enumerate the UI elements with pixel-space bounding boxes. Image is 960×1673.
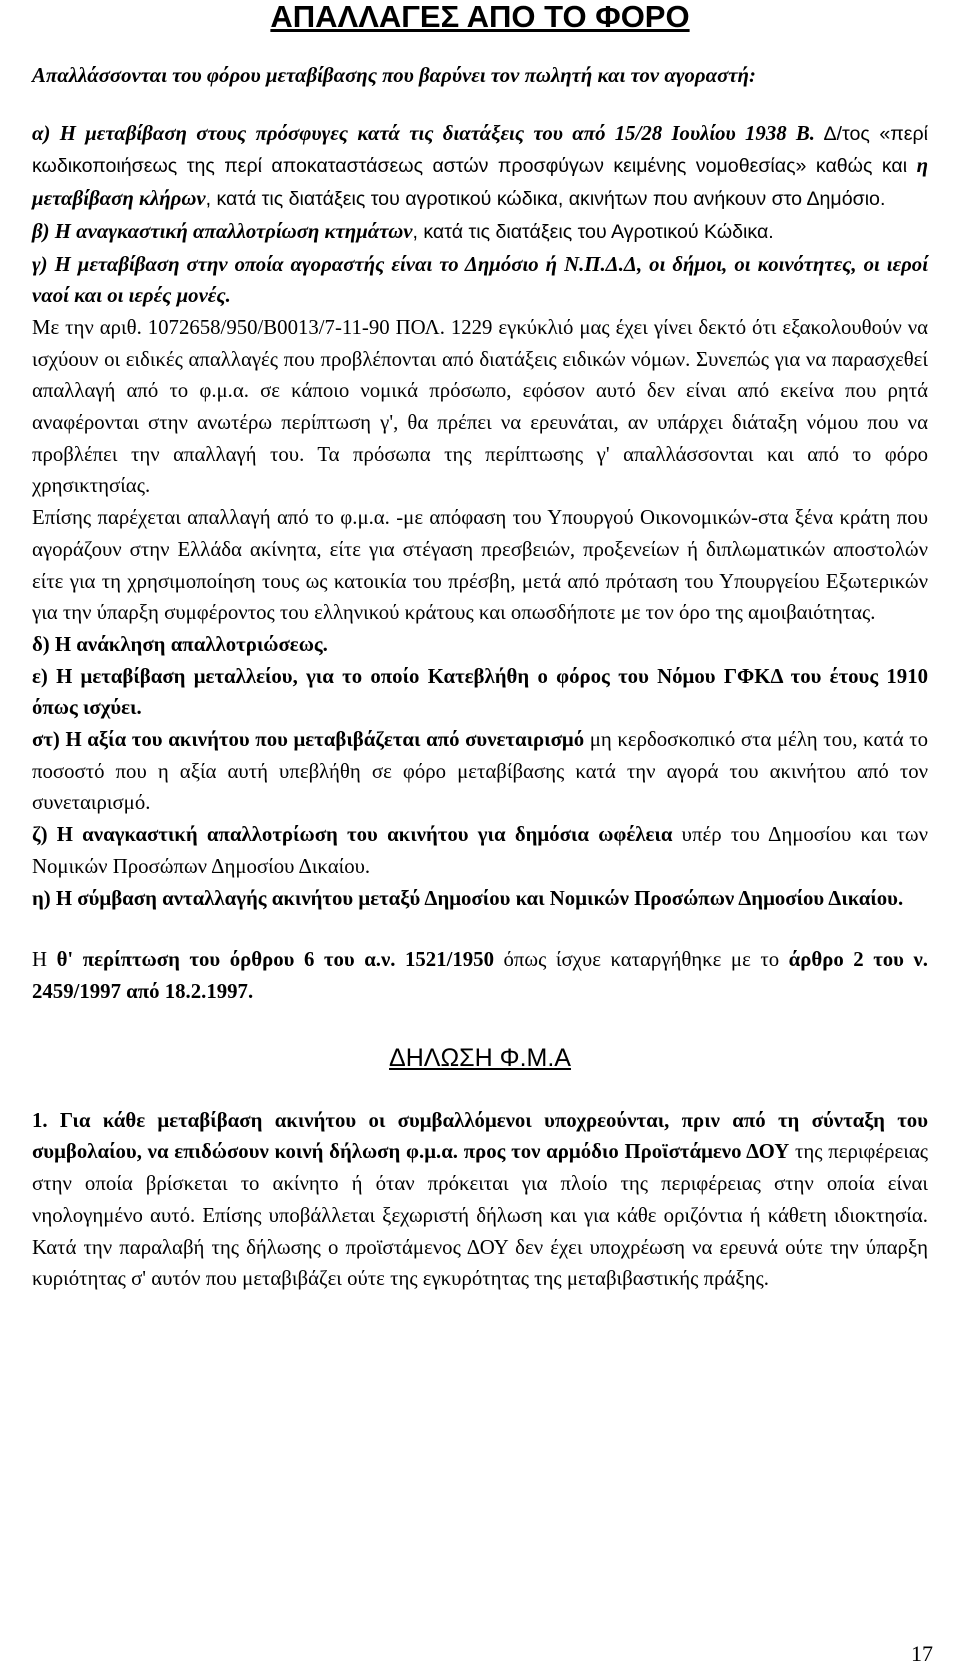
item-st — [32, 724, 928, 819]
item-a — [32, 118, 928, 216]
section-paragraph-1-text: της περιφέρειας στην οποία βρίσκεται το ακίνητο ή όταν πρόκειται για πλοίο της περιφέρειας στην οποία είναι νηολογημένο αυτό. Επίσης υποβάλλεται ξεχωριστή δήλωση και για κάθε οριζόντια ή κάθετη ιδιοκτησία. Κατά την παραλαβή της δήλωσης ο προϊστάμενος ΔΟΥ δεν έχει υποχρέωση να ερευνά ούτε την ύπαρξη κυριότητας σ' αυτόν που μεταβιβάζει ούτε της εγκυρότητας της μεταβιβαστικής πράξης. — [32, 1140, 928, 1291]
item-b — [32, 216, 928, 249]
intro-paragraph: Απαλλάσσονται του φόρου μεταβίβασης που βαρύνει τον πωλητή και τον αγοραστή: — [32, 64, 756, 87]
item-theta-t2: όπως ίσχυε καταργήθηκε με το — [493, 948, 789, 972]
item-z-heading: ζ) Η αναγκαστική απαλλοτρίωση του ακινήτου για δημόσια ωφέλεια — [32, 823, 673, 847]
item-theta — [32, 944, 928, 1007]
item-c-heading: γ) Η μεταβίβαση στην οποία αγοραστής είναι το Δημόσιο ή Ν.Π.Δ.Δ, οι δήμοι, οι κοινότητες, οι ιεροί ναοί και οι ιερές μονές. — [32, 252, 928, 308]
item-theta-t1: Η — [32, 948, 57, 972]
section-title: ΔΗΛΩΣΗ Φ.Μ.Α — [389, 1043, 571, 1072]
item-e: ε) Η μεταβίβαση μεταλλείου, για το οποίο Κατεβλήθη ο φόρος του Νόμου ΓΦΚΔ του έτους 1910 όπως ισχύει. — [32, 664, 928, 720]
item-h: η) Η σύμβαση ανταλλαγής ακινήτου μεταξύ Δημοσίου και Νομικών Προσώπων Δημοσίου Δικαίου. — [32, 886, 904, 910]
item-z — [32, 819, 928, 882]
item-b-heading: β) Η αναγκαστική απαλλοτρίωση κτημάτων — [32, 219, 413, 243]
item-c-text2: Επίσης παρέχεται απαλλαγή από το φ.μ.α. -με απόφαση του Υπουργού Οικονομικών-στα ξένα κράτη που αγοράζουν στην Ελλάδα ακίνητα, είτε για στέγαση πρεσβειών, προξενείων ή διπλωματικών αποστολών είτε για τη χρησιμοποίηση τους ως κατοικία του πρέσβη, μετά από πρόταση του Υπουργείου Εξωτερικών για την ύπαρξη συμφέροντος του ελληνικού κράτους και οπωσδήποτε με τον όρο της αμοιβαιότητας. — [32, 506, 928, 625]
item-st-text: μη κερδοσκοπικό στα μέλη του, κατά το ποσοστό που η αξία αυτή υπεβλήθη σε φόρο μεταβίβασης κατά την αγορά του ακινήτου από τον συνεταιρισμό. — [32, 728, 928, 815]
item-a-bold2: η μεταβίβαση κλήρων — [32, 154, 928, 211]
item-d: δ) Η ανάκληση απαλλοτριώσεως. — [32, 632, 328, 656]
item-a-heading: α) Η μεταβίβαση στους πρόσφυγες κατά τις διατάξεις του από 15/28 Ιουλίου 1938 Β. — [32, 121, 815, 145]
section-paragraph-1 — [32, 1105, 928, 1295]
page-title: ΑΠΑΛΛΑΓΕΣ ΑΠΟ ΤΟ ΦΟΡΟ — [270, 0, 690, 34]
item-st-heading: στ) Η αξία του ακινήτου που μεταβιβάζεται από συνεταιρισμό — [32, 728, 585, 752]
section-paragraph-1-bold: 1. Για κάθε μεταβίβαση ακινήτου οι συμβαλλόμενοι υποχρεούνται, πριν από τη σύνταξη του συμβολαίου, να επιδώσουν κοινή δήλωση φ.μ.α. προς τον αρμόδιο Προϊστάμενο ΔΟΥ — [32, 1108, 928, 1164]
item-a-text: Δ/τος «περί κωδικοποιήσεως της περί αποκαταστάσεως αστών προσφύγων κειμένης νομοθεσίας» καθώς και — [32, 122, 928, 178]
page-number: 17 — [911, 1641, 933, 1666]
item-b-text: , κατά τις διατάξεις του Αγροτικού Κώδικα. — [412, 220, 774, 243]
document-page — [32, 0, 928, 1295]
item-a-text2: , κατά τις διατάξεις του αγροτικού κώδικα, ακινήτων που ανήκουν στο Δημόσιο. — [205, 188, 886, 211]
item-z-text: υπέρ του Δημοσίου και των Νομικών Προσώπων Δημοσίου Δικαίου. — [32, 823, 928, 878]
item-theta-b2: άρθρο 2 του ν. 2459/1997 από 18.2.1997. — [32, 948, 928, 1003]
item-c-text: Με την αριθ. 1072658/950/Β0013/7-11-90 ΠΟΛ. 1229 εγκύκλιό μας έχει γίνει δεκτό ότι εξακολουθούν να ισχύουν οι ειδικές απαλλαγές που προβλέπονται από διατάξεις ειδικών νόμων. Συνεπώς για να παρασχεθεί απαλλαγή από το φ.μ.α. σε κάποιο νομικά πρόσωπο, εφόσον αυτό δεν είναι από εκείνα που ρητά αναφέρονται στην ανωτέρω περίπτωση γ', θα πρέπει να ερευνάται, αν υπάρχει διάταξη νόμου που να προβλέπει την απαλλαγή του. Τα πρόσωπα της περίπτωσης γ' απαλλάσσονται και από το φόρο χρησικτησίας. — [32, 315, 928, 498]
item-theta-b1: θ' περίπτωση του όρθρου 6 του α.ν. 1521/1950 — [56, 948, 494, 972]
